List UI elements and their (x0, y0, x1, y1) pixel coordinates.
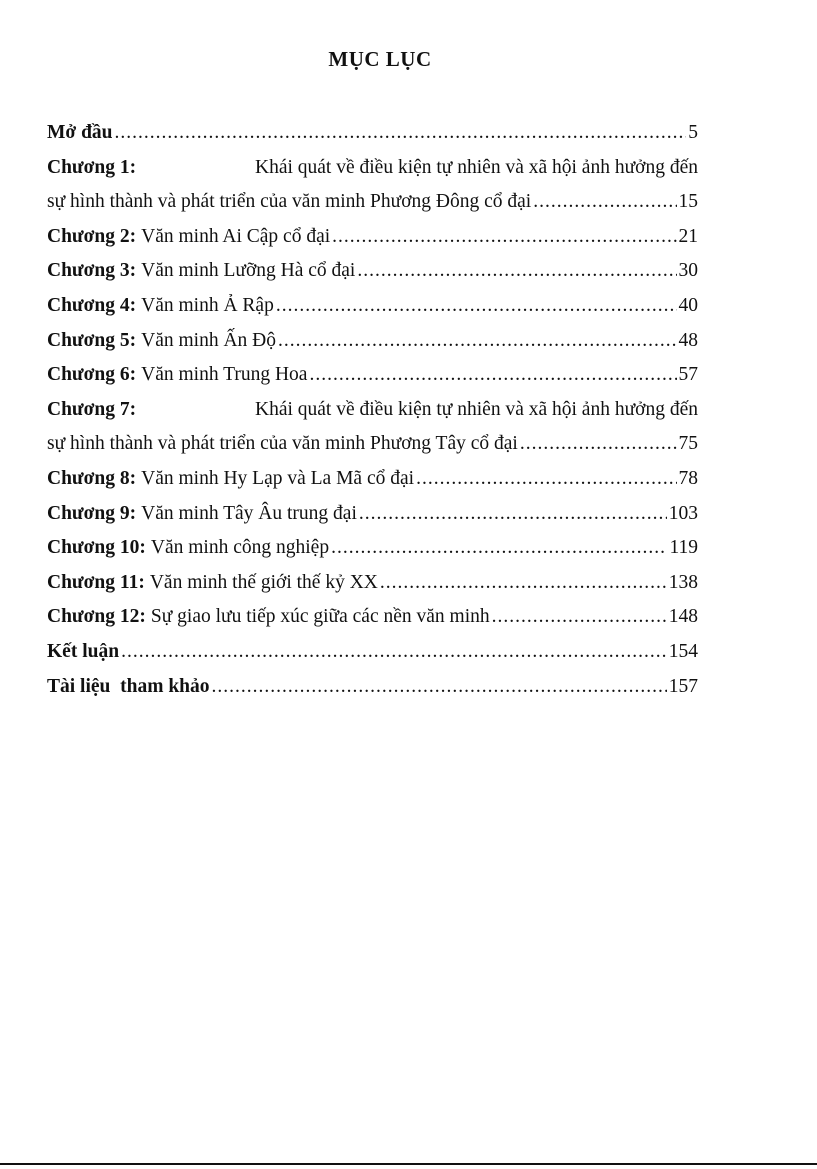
toc-entry-label: Chương 4: (47, 294, 137, 316)
toc-page-number: 78 (678, 467, 698, 489)
toc-entry-title: Văn minh Ấn Độ (141, 329, 277, 351)
toc-entry-label: Chương 7: (47, 398, 137, 420)
toc-entry-chapter-4 (47, 289, 698, 324)
toc-entry-label: Chương 6: (47, 364, 137, 386)
toc-entry-title: Sự giao lưu tiếp xúc giữa các nền văn minh (150, 606, 490, 628)
toc-entry-title: Văn minh Ai Cập cổ đại (141, 225, 331, 247)
leader-dots (357, 254, 676, 289)
toc-page-number: 15 (678, 191, 698, 213)
toc-entry-chapter-7 (47, 393, 698, 462)
toc-entry-label: Chương 3: (47, 260, 137, 282)
toc-page-number: 5 (688, 122, 698, 143)
toc-entry-chapter-1 (47, 151, 698, 220)
toc-page-number: 48 (678, 329, 698, 351)
toc-page-number: 103 (668, 502, 698, 524)
toc-entry-chapter-9 (47, 497, 698, 532)
toc-entry-references (47, 670, 698, 705)
toc-entry-chapter-10 (47, 531, 698, 566)
toc-page-number: 148 (668, 606, 698, 628)
toc-entry-label: Tài liệu tham khảo (47, 675, 210, 697)
toc-entry-title: Văn minh Ả Rập (141, 294, 274, 316)
toc-entry-label: Chương 10: (47, 537, 146, 559)
toc-entry-conclusion (47, 635, 698, 670)
leader-dots (380, 566, 667, 601)
toc-entry-chapter-12 (47, 600, 698, 635)
leader-dots (278, 324, 676, 359)
toc-entry-label: Chương 9: (47, 502, 137, 524)
toc-entry-title: Văn minh Tây Âu trung đại (141, 502, 357, 524)
toc-entry-title-continued: sự hình thành và phát triển của văn minh Phương Tây cổ đại (47, 433, 518, 455)
page-bottom-border (0, 1163, 817, 1165)
leader-dots (520, 427, 677, 462)
toc-entry-chapter-11 (47, 566, 698, 601)
toc-entry-label: Chương 12: (47, 606, 146, 628)
table-of-contents (47, 116, 698, 704)
toc-entry-label: Kết luận (47, 640, 120, 662)
toc-page-number: 154 (668, 640, 698, 662)
toc-page-number: 57 (678, 364, 698, 386)
toc-page-number: 40 (678, 294, 698, 316)
toc-entry-title: Khái quát về điều kiện tự nhiên và xã hội ảnh hưởng đến (254, 398, 698, 420)
leader-dots (115, 116, 687, 151)
toc-entry-label: Chương 5: (47, 329, 137, 351)
leader-dots (276, 289, 677, 324)
toc-entry-title: Văn minh Lưỡng Hà cổ đại (141, 260, 356, 282)
toc-page-number: 30 (678, 260, 698, 282)
toc-entry-chapter-6 (47, 358, 698, 393)
leader-dots (416, 462, 676, 497)
leader-dots (359, 497, 667, 532)
toc-page-number: 75 (678, 433, 698, 455)
leader-dots (309, 358, 676, 393)
leader-dots (533, 185, 676, 220)
toc-entry-label: Chương 1: (47, 156, 137, 178)
toc-entry-title: Văn minh Hy Lạp và La Mã cổ đại (141, 467, 415, 489)
toc-entry-chapter-3 (47, 254, 698, 289)
toc-entry-chapter-2 (47, 220, 698, 255)
leader-dots (492, 600, 667, 635)
page-title: MỤC LỤC (328, 47, 432, 71)
toc-entry-label: Chương 2: (47, 225, 137, 247)
toc-entry-label: Chương 11: (47, 571, 145, 593)
leader-dots (331, 531, 667, 566)
toc-entry-title: Văn minh công nghiệp (150, 537, 330, 559)
toc-page-number: 21 (678, 225, 698, 247)
toc-entry-chapter-5 (47, 324, 698, 359)
toc-page-number: 138 (668, 571, 698, 593)
toc-entry-intro (47, 116, 698, 151)
toc-entry-title: Văn minh Trung Hoa (141, 364, 308, 386)
toc-entry-title-continued: sự hình thành và phát triển của văn minh Phương Đông cổ đại (47, 191, 532, 213)
toc-page-number: 157 (668, 675, 698, 697)
leader-dots (332, 220, 676, 255)
toc-entry-title: Khái quát về điều kiện tự nhiên và xã hội ảnh hưởng đến (254, 156, 698, 178)
toc-entry-title: Văn minh thế giới thế kỷ XX (149, 571, 378, 593)
toc-entry-label: Mở đầu (47, 122, 113, 143)
leader-dots (212, 670, 667, 705)
toc-entry-label: Chương 8: (47, 467, 137, 489)
toc-page-number: 119 (669, 537, 698, 559)
toc-entry-chapter-8 (47, 462, 698, 497)
leader-dots (121, 635, 667, 670)
